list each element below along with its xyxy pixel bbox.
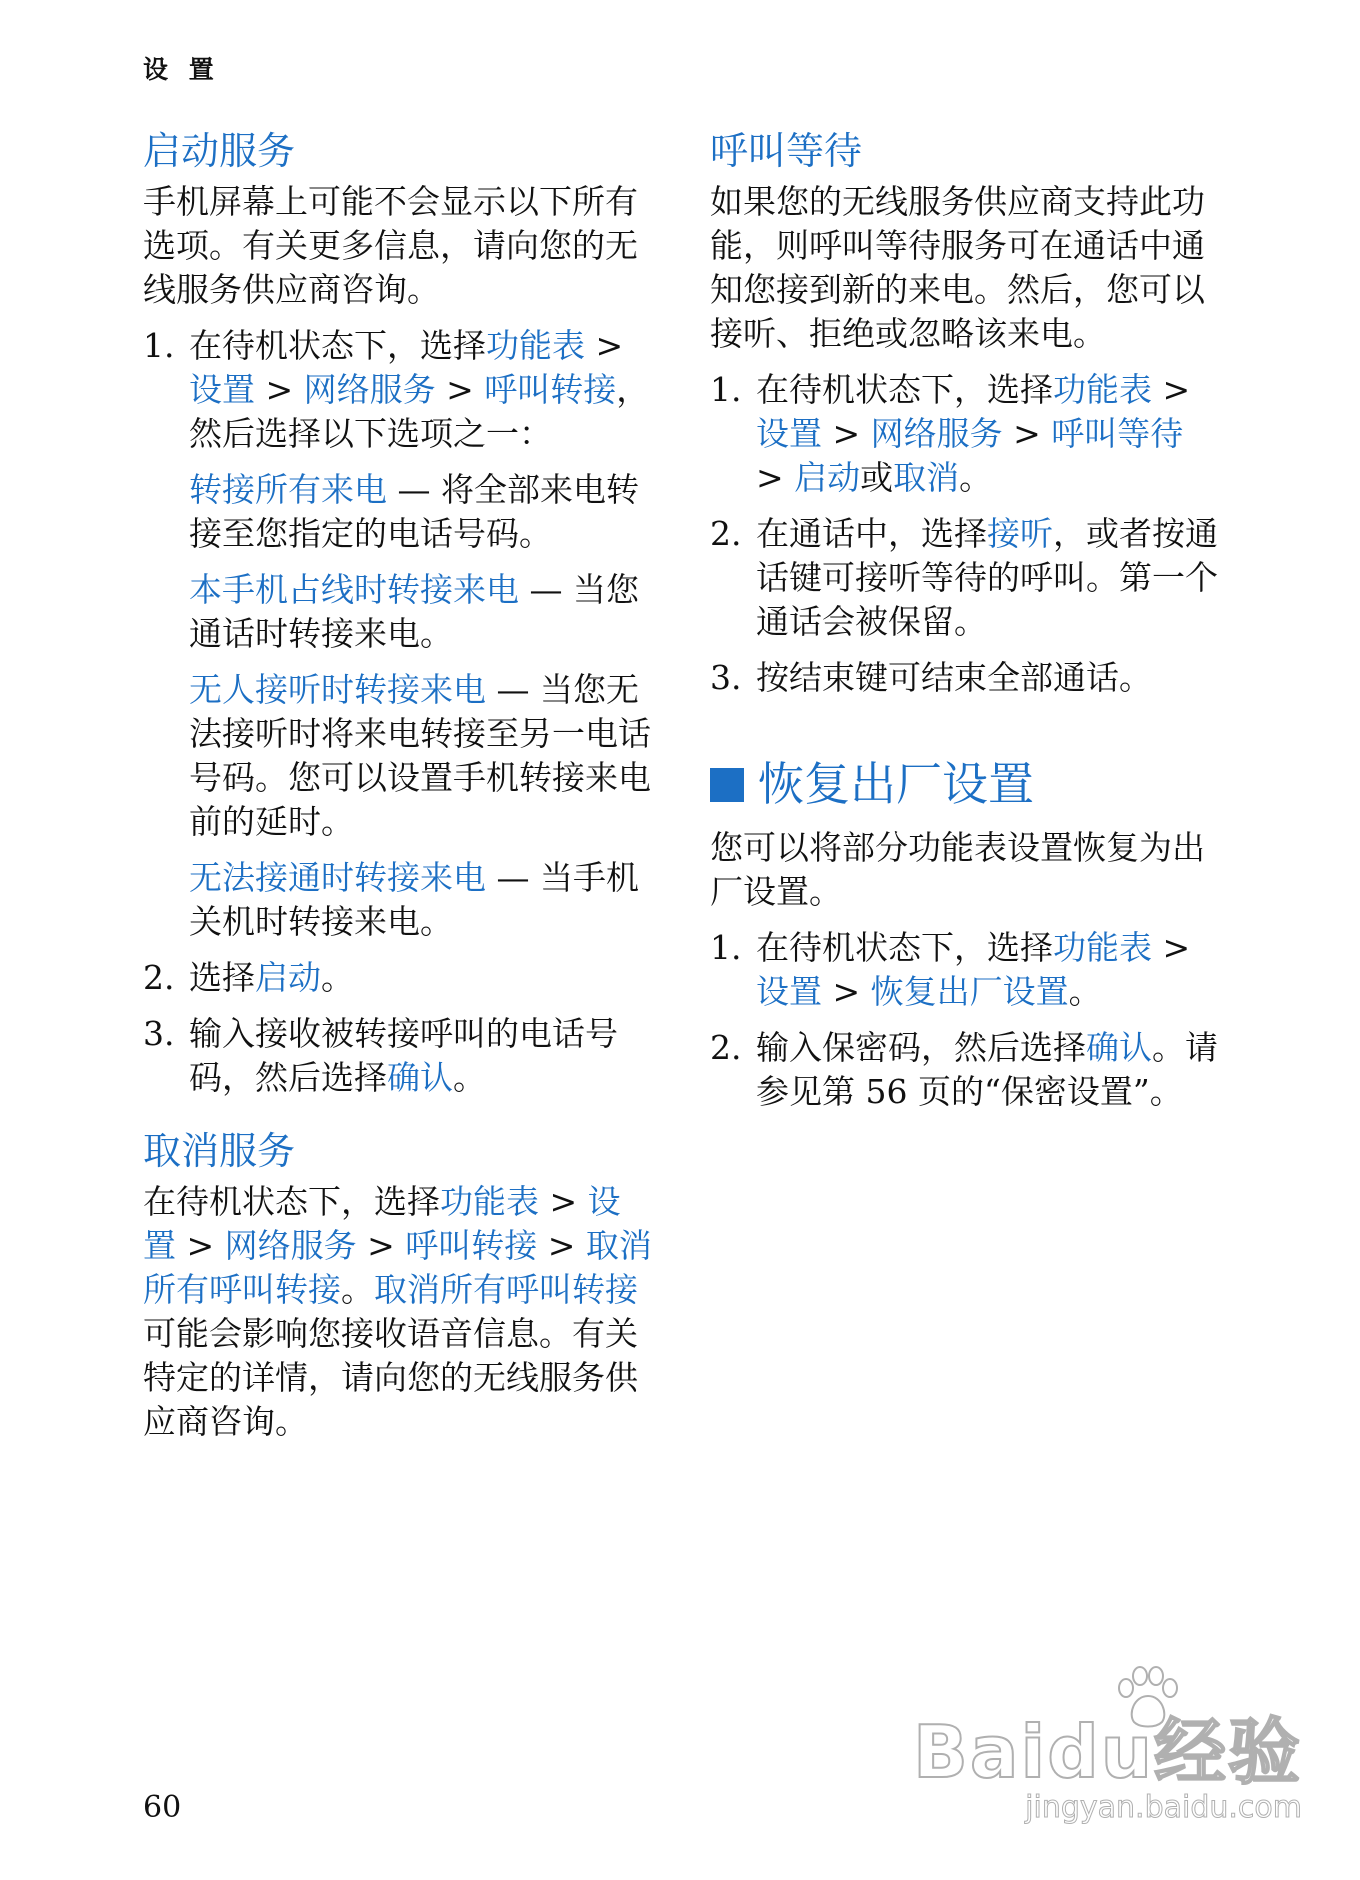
right-column — [710, 128, 1220, 1114]
menu-link[interactable]: 取消所有呼叫转接 — [374, 1270, 638, 1309]
step-text: ，或者按通话键可接听等待的呼叫。第一个通话会被保留。 — [756, 514, 1218, 641]
step-text: 选择 — [189, 958, 255, 997]
watermark-url: jingyan.baidu.com — [1025, 1790, 1302, 1825]
section-title-cancel-service: 取消服务 — [143, 1129, 296, 1173]
menu-separator: > — [822, 972, 871, 1011]
section-title-factory-reset — [710, 756, 1220, 812]
menu-link[interactable]: 恢复出厂设置 — [870, 972, 1069, 1011]
list-item — [143, 1012, 653, 1100]
step-text: 或 — [860, 458, 894, 497]
list-item — [710, 512, 1220, 644]
option-link[interactable]: 无人接听时转接来电 — [189, 670, 486, 709]
menu-link[interactable]: 启动 — [255, 958, 321, 997]
option-item — [143, 468, 653, 556]
menu-link[interactable]: 网络服务 — [870, 414, 1003, 453]
section-body — [143, 1180, 653, 1444]
list-item — [143, 956, 653, 1000]
option-link[interactable]: 转接所有来电 — [189, 470, 387, 509]
option-link[interactable]: 本手机占线时转接来电 — [189, 570, 519, 609]
step-number: 2. — [143, 958, 175, 997]
menu-link[interactable]: 呼叫转接 — [405, 1226, 538, 1265]
step-text: 在通话中，选择 — [756, 514, 987, 553]
menu-link[interactable]: 功能表 — [440, 1182, 539, 1221]
step-text: 按结束键可结束全部通话。 — [756, 658, 1152, 697]
menu-separator: > — [822, 414, 871, 453]
list-item — [710, 926, 1220, 1014]
option-description: — 当您无法接听时将来电转接至另一电话号码。您可以设置手机转接来电前的延时。 — [189, 670, 651, 841]
menu-separator: > — [537, 1226, 586, 1265]
page-number: 60 — [143, 1790, 182, 1825]
body-text: 可能会影响您接收语音信息。有关特定的详情，请向您的无线服务供应商咨询。 — [143, 1314, 638, 1441]
menu-separator: > — [255, 370, 304, 409]
section-title-activate-service: 启动服务 — [143, 129, 296, 173]
menu-separator: > — [435, 370, 485, 409]
menu-separator: > — [1002, 414, 1052, 453]
step-number: 2. — [710, 1028, 742, 1067]
step-text: ，然后选择以下选项之一： — [189, 370, 650, 453]
menu-link[interactable]: 功能表 — [1053, 370, 1152, 409]
menu-link[interactable]: 设置 — [143, 1182, 621, 1265]
step-text: 输入保密码，然后选择 — [756, 1028, 1086, 1067]
menu-link[interactable]: 功能表 — [1053, 928, 1152, 967]
menu-link[interactable]: 网络服务 — [224, 1226, 357, 1265]
menu-link[interactable]: 功能表 — [486, 326, 585, 365]
menu-link[interactable]: 呼叫转接 — [484, 370, 617, 409]
body-text: 在待机状态下，选择 — [143, 1182, 440, 1221]
option-item — [143, 668, 653, 844]
section-intro: 如果您的无线服务供应商支持此功能，则呼叫等待服务可在通话中通知您接到新的来电。然后，您可以接听、拒绝或忽略该来电。 — [710, 182, 1205, 353]
step-number: 1. — [710, 928, 742, 967]
step-text: 。 — [1068, 972, 1102, 1011]
option-description: — 当您通话时转接来电。 — [189, 570, 639, 653]
step-text: 在待机状态下，选择 — [756, 370, 1053, 409]
menu-link[interactable]: 呼叫等待 — [1051, 414, 1184, 453]
body-text: 。 — [341, 1270, 374, 1309]
step-text: 。 — [959, 458, 993, 497]
step-text: 输入接收被转接呼叫的电话号码，然后选择 — [189, 1014, 618, 1097]
list-item — [710, 368, 1220, 500]
menu-link[interactable]: 接听 — [987, 514, 1053, 553]
menu-link[interactable]: 确认 — [387, 1058, 453, 1097]
list-item — [710, 656, 1220, 700]
running-head: 设 置 — [143, 55, 220, 84]
list-item — [143, 324, 653, 456]
step-text: 在待机状态下，选择 — [189, 326, 486, 365]
menu-link[interactable]: 取消所有呼叫转接 — [143, 1226, 652, 1309]
step-text: 。请参见第 56 页的“保密设置”。 — [756, 1028, 1218, 1111]
option-description: — 当手机关机时转接来电。 — [189, 858, 639, 941]
option-item — [143, 568, 653, 656]
menu-separator: > — [1152, 928, 1191, 967]
menu-separator: > — [585, 326, 624, 365]
option-description: — 将全部来电转接至您指定的电话号码。 — [189, 470, 639, 553]
menu-separator: > — [1152, 370, 1191, 409]
step-text: 。 — [321, 958, 354, 997]
step-number: 1. — [710, 370, 742, 409]
watermark-logo-text: Baidu经验 — [913, 1710, 1302, 1794]
section-title-text: 恢复出厂设置 — [758, 757, 1034, 811]
baidu-watermark — [913, 1666, 1302, 1836]
menu-link[interactable]: 网络服务 — [303, 370, 436, 409]
list-item — [710, 1026, 1220, 1114]
menu-link[interactable]: 设置 — [189, 370, 255, 409]
menu-separator: > — [356, 1226, 406, 1265]
menu-link[interactable]: 设置 — [756, 972, 822, 1011]
step-text: 。 — [453, 1058, 486, 1097]
square-bullet-icon — [710, 768, 744, 802]
menu-separator: > — [539, 1182, 588, 1221]
menu-link[interactable]: 启动 — [794, 458, 861, 497]
menu-link[interactable]: 设置 — [756, 414, 822, 453]
step-text: 在待机状态下，选择 — [756, 928, 1053, 967]
section-intro: 手机屏幕上可能不会显示以下所有选项。有关更多信息，请向您的无线服务供应商咨询。 — [143, 182, 638, 309]
menu-link[interactable]: 取消 — [893, 458, 960, 497]
left-column — [143, 128, 653, 1444]
section-title-call-waiting: 呼叫等待 — [710, 129, 863, 173]
menu-link[interactable]: 确认 — [1086, 1028, 1152, 1067]
step-number: 1. — [143, 326, 175, 365]
menu-separator: > — [756, 458, 795, 497]
step-number: 2. — [710, 514, 742, 553]
step-number: 3. — [143, 1014, 175, 1053]
option-link[interactable]: 无法接通时转接来电 — [189, 858, 486, 897]
option-item — [143, 856, 653, 944]
section-intro: 您可以将部分功能表设置恢复为出厂设置。 — [710, 828, 1205, 911]
step-number: 3. — [710, 658, 742, 697]
menu-separator: > — [176, 1226, 225, 1265]
